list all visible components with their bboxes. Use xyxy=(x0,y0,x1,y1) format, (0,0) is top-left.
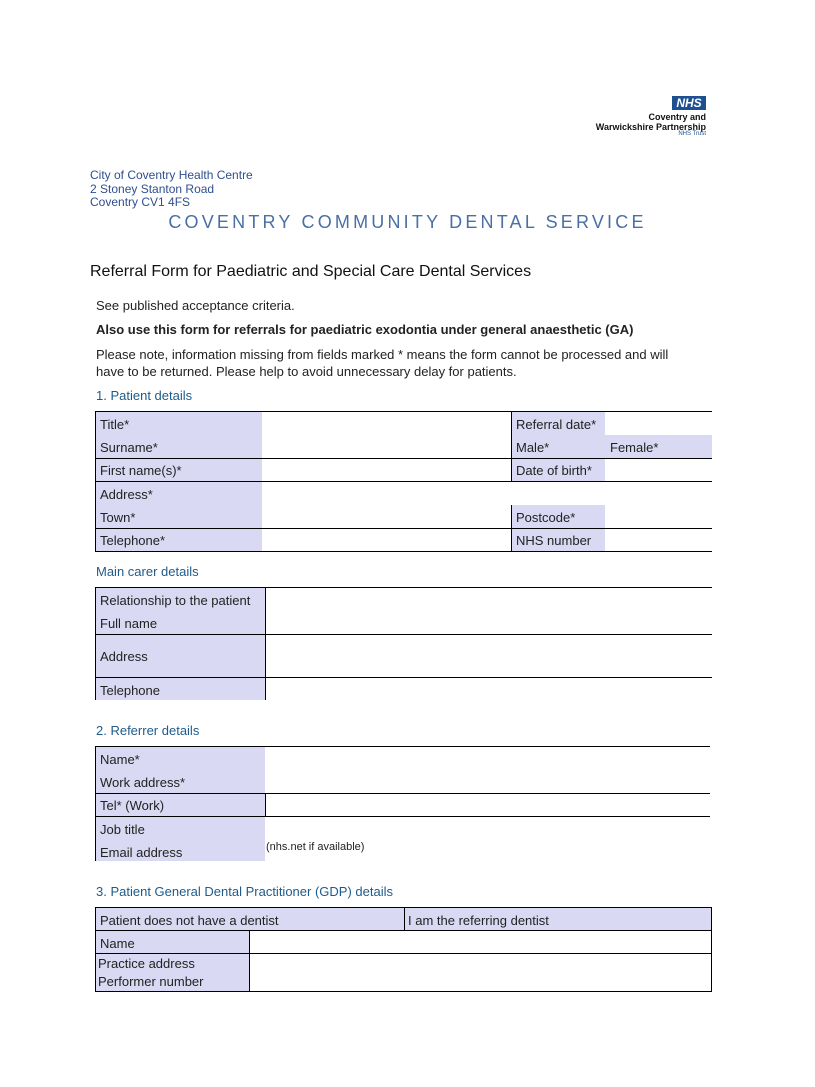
table-border xyxy=(511,411,512,482)
missing-fields-note-1: Please note, information missing from fields marked * means the form cannot be processed and will xyxy=(96,347,669,362)
service-name: COVENTRY COMMUNITY DENTAL SERVICE xyxy=(168,212,647,232)
table-border xyxy=(265,793,266,817)
table-border xyxy=(96,793,710,794)
ga-note: Also use this form for referrals for paediatric exodontia under general anaesthetic (GA) xyxy=(96,322,634,337)
no-dentist-label: Patient does not have a dentist xyxy=(100,913,279,928)
referrer-job-title-label: Job title xyxy=(100,822,145,837)
table-border xyxy=(96,411,712,412)
gdp-practice-address-label: Practice address xyxy=(98,956,195,971)
org-name-line2: Warwickshire Partnership xyxy=(595,122,706,132)
section-referrer-details: 2. Referrer details xyxy=(96,723,200,738)
table-border xyxy=(96,587,712,588)
table-border xyxy=(96,746,710,747)
referrer-email-label: Email address xyxy=(100,845,183,860)
section-carer-details: Main carer details xyxy=(96,564,199,579)
missing-fields-note-2: have to be returned. Please help to avoid unnecessary delay for patients. xyxy=(96,364,517,379)
address-line-1: City of Coventry Health Centre xyxy=(90,168,253,182)
table-border xyxy=(96,551,712,552)
referrer-work-address-label: Work address* xyxy=(100,775,186,790)
address-line-2: 2 Stoney Stanton Road xyxy=(90,182,215,196)
patient-surname-label: Surname* xyxy=(100,440,158,455)
table-border xyxy=(96,677,712,678)
org-name-trust: NHS Trust xyxy=(678,131,706,137)
patient-telephone-label: Telephone* xyxy=(100,533,166,548)
referral-date-label: Referral date* xyxy=(516,417,597,432)
address-line-3: Coventry CV1 4FS xyxy=(90,195,191,209)
table-border xyxy=(96,816,710,817)
referrer-name-label: Name* xyxy=(100,752,140,767)
section-gdp-details: 3. Patient General Dental Practitioner (GDP) details xyxy=(96,884,393,899)
table-border xyxy=(404,907,405,931)
carer-address-label: Address xyxy=(100,649,148,664)
table-border xyxy=(95,746,96,861)
patient-title-label: Title* xyxy=(100,417,130,432)
carer-telephone-label: Telephone xyxy=(100,683,160,698)
table-border xyxy=(96,458,712,459)
table-border xyxy=(511,505,512,552)
postcode-label: Postcode* xyxy=(516,510,576,525)
male-label: Male* xyxy=(516,440,550,455)
criteria-note: See published acceptance criteria. xyxy=(96,298,295,313)
table-border xyxy=(96,953,712,954)
table-border xyxy=(265,587,266,700)
carer-relationship-label: Relationship to the patient xyxy=(100,593,251,608)
female-label: Female* xyxy=(610,440,659,455)
table-border xyxy=(96,528,712,529)
org-name-line1: Coventry and xyxy=(648,112,706,122)
nhs-logo: NHS xyxy=(672,96,706,110)
gdp-performer-number-label: Performer number xyxy=(98,974,204,989)
patient-firstname-label: First name(s)* xyxy=(100,463,182,478)
patient-town-label: Town* xyxy=(100,510,136,525)
table-border xyxy=(96,991,712,992)
email-hint: (nhs.net if available) xyxy=(266,841,365,853)
table-border xyxy=(249,930,250,992)
nhs-number-label: NHS number xyxy=(516,533,592,548)
table-border xyxy=(96,634,712,635)
form-title: Referral Form for Paediatric and Special Care Dental Services xyxy=(90,263,532,280)
table-border xyxy=(95,587,96,700)
gdp-name-label: Name xyxy=(100,936,135,951)
dob-label: Date of birth* xyxy=(516,463,592,478)
referring-dentist-label: I am the referring dentist xyxy=(408,913,549,928)
table-border xyxy=(96,481,712,482)
section-patient-details: 1. Patient details xyxy=(96,388,193,403)
table-border xyxy=(95,411,96,552)
table-border xyxy=(711,907,712,992)
patient-address-label: Address* xyxy=(100,487,153,502)
referrer-tel-label: Tel* (Work) xyxy=(100,798,165,813)
table-border xyxy=(95,907,96,992)
carer-fullname-label: Full name xyxy=(100,616,158,631)
